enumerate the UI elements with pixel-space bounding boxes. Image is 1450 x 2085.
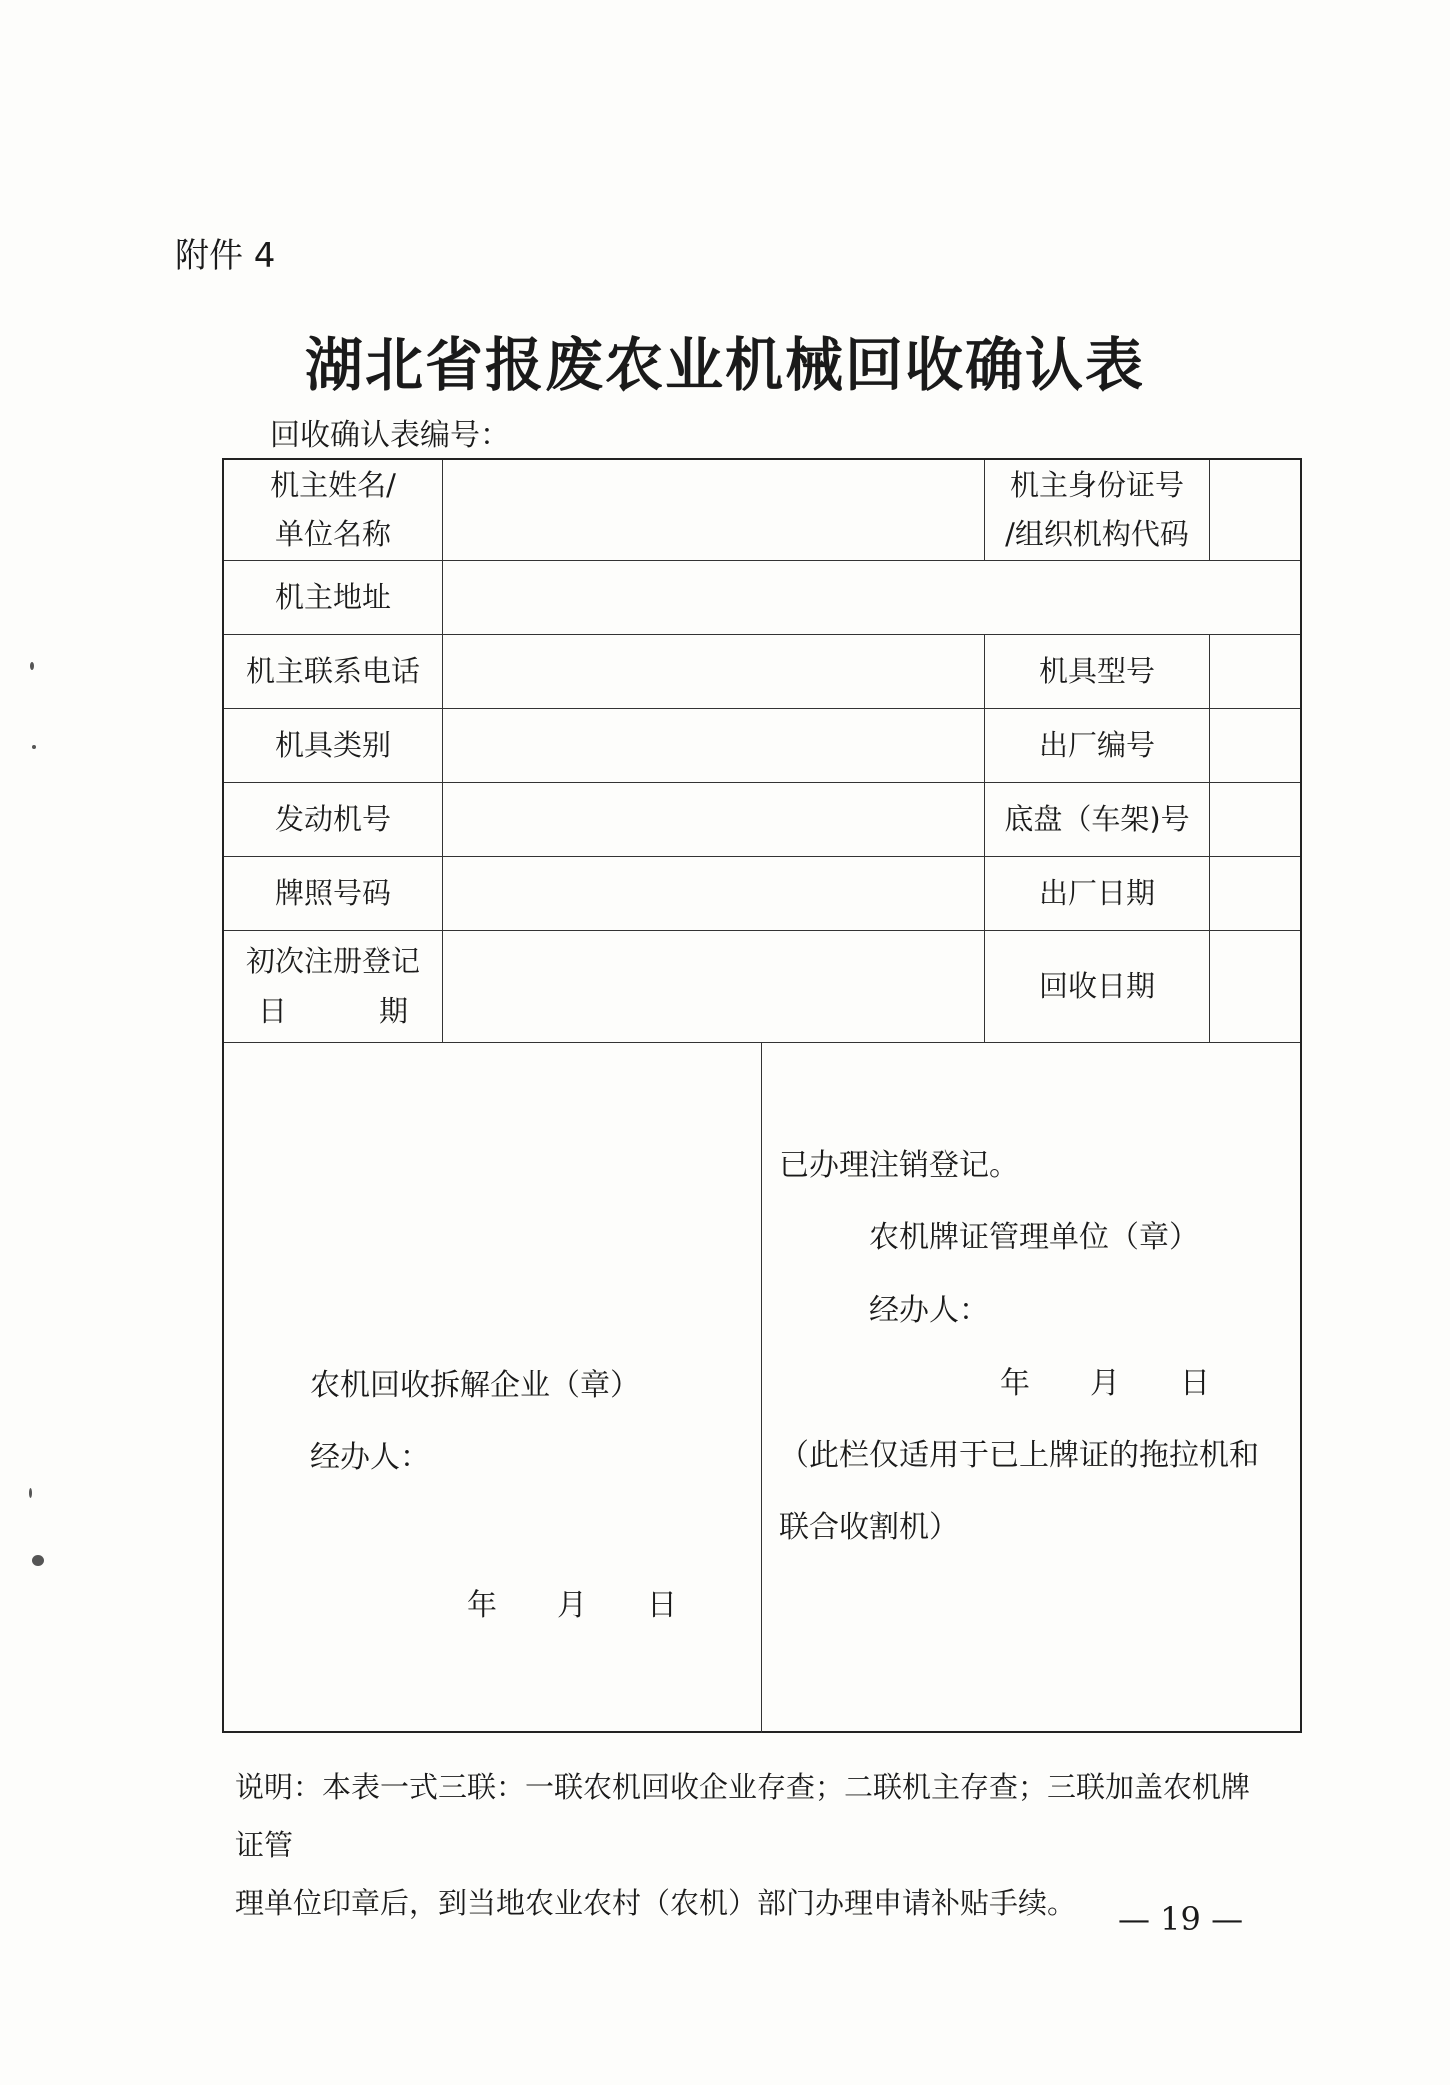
scan-speck [32, 745, 36, 749]
section-divider [761, 1043, 762, 1733]
left-date-label: 年 月 日 [467, 1588, 677, 1623]
page-number: — 19 — [1118, 1900, 1244, 1938]
right-date-label: 年 月 日 [1000, 1366, 1210, 1401]
owner-address-label: 机主地址 [224, 561, 443, 634]
attachment-label: 附件 4 [175, 236, 276, 276]
applicability-note-line1: （此栏仅适用于已上牌证的拖拉机和 [779, 1438, 1259, 1473]
factory-date-label: 出厂日期 [985, 857, 1210, 930]
owner-id-label-line2: /组织机构代码 [1005, 517, 1189, 551]
owner-name-field[interactable] [443, 460, 985, 560]
scan-speck [32, 1555, 44, 1566]
first-registration-line2 [258, 987, 408, 1036]
first-registration-label [224, 931, 443, 1042]
form-row-address [224, 561, 1300, 635]
footer-explanation-line2: 理单位印章后，到当地农业农村（农机）部门办理申请补贴手续。 [235, 1886, 1077, 1920]
right-handler-label: 经办人： [869, 1293, 989, 1328]
owner-id-label-line1: 机主身份证号 [1009, 467, 1184, 502]
owner-address-field[interactable] [443, 561, 1302, 634]
chassis-number-field[interactable] [1210, 783, 1302, 856]
recycle-date-label: 回收日期 [985, 931, 1210, 1042]
recycling-company-stamp-label: 农机回收拆解企业（章） [310, 1368, 640, 1403]
factory-number-label: 出厂编号 [985, 709, 1210, 782]
form-row-owner [224, 460, 1300, 561]
owner-phone-label: 机主联系电话 [224, 635, 443, 708]
plate-number-label: 牌照号码 [224, 857, 443, 930]
left-handler-label: 经办人： [310, 1440, 430, 1475]
scan-speck [30, 662, 34, 670]
footer-explanation-line1: 说明：本表一式三联：一联农机回收企业存查；二联机主存查；三联加盖农机牌证管 [235, 1770, 1251, 1862]
factory-number-field[interactable] [1210, 709, 1302, 782]
form-row-plate [224, 857, 1300, 931]
form-row-registration [224, 931, 1300, 1043]
owner-id-field[interactable] [1210, 460, 1302, 560]
factory-date-field[interactable] [1210, 857, 1302, 930]
chassis-number-label: 底盘（车架)号 [985, 783, 1210, 856]
machine-model-field[interactable] [1210, 635, 1302, 708]
serial-number-label: 回收确认表编号： [270, 418, 510, 453]
cancellation-registered-text: 已办理注销登记。 [779, 1148, 1019, 1183]
owner-name-label-line1: 机主姓名/ [270, 467, 396, 502]
form-row-engine [224, 783, 1300, 857]
machine-category-field[interactable] [443, 709, 985, 782]
license-authority-stamp-label: 农机牌证管理单位（章） [869, 1220, 1199, 1255]
owner-name-label-line2: 单位名称 [274, 517, 391, 551]
first-registration-period-char: 期 [378, 993, 408, 1028]
engine-number-label: 发动机号 [224, 783, 443, 856]
document-title: 湖北省报废农业机械回收确认表 [304, 331, 1145, 399]
first-registration-line1: 初次注册登记 [245, 944, 420, 979]
first-registration-field[interactable] [443, 931, 985, 1042]
form-row-phone [224, 635, 1300, 709]
plate-number-field[interactable] [443, 857, 985, 930]
form-row-category [224, 709, 1300, 783]
machine-category-label: 机具类别 [224, 709, 443, 782]
owner-name-label [224, 460, 443, 560]
first-registration-day-char: 日 [258, 993, 288, 1028]
confirmation-form-table [222, 458, 1302, 1733]
scan-speck [29, 1488, 32, 1498]
engine-number-field[interactable] [443, 783, 985, 856]
applicability-note-line2: 联合收割机） [779, 1510, 959, 1545]
owner-phone-field[interactable] [443, 635, 985, 708]
owner-id-label [985, 460, 1210, 560]
recycle-date-field[interactable] [1210, 931, 1302, 1042]
machine-model-label: 机具型号 [985, 635, 1210, 708]
